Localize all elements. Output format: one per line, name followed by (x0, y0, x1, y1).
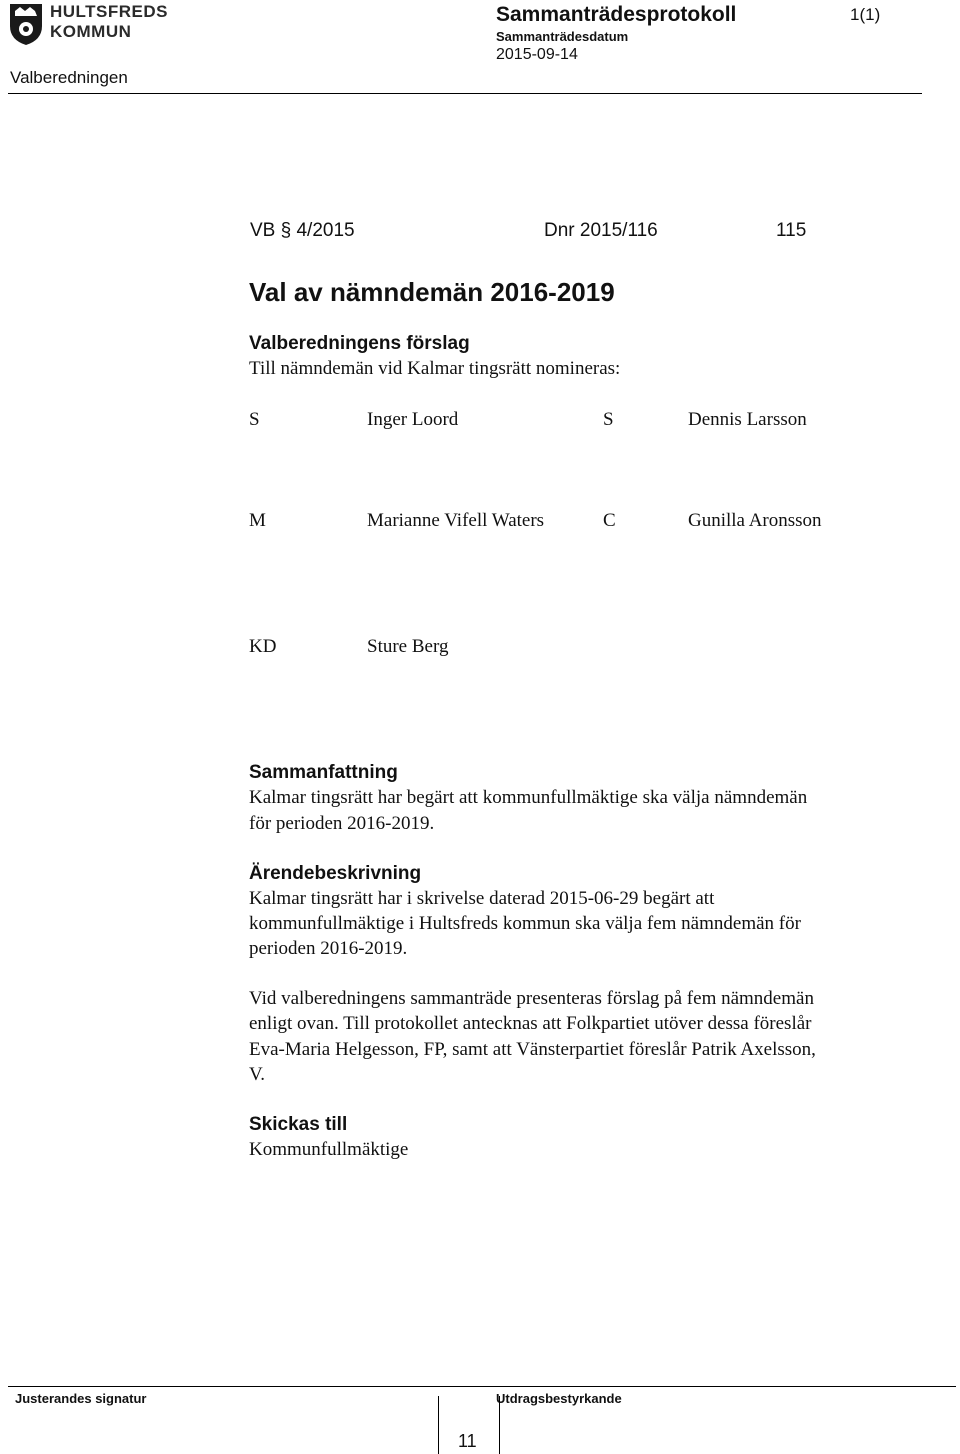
nominee-name: Gunilla Aronsson (688, 510, 822, 531)
nominee-party: C (603, 510, 616, 531)
page-count: 1(1) (850, 5, 881, 24)
nominee-name: Inger Loord (367, 409, 459, 430)
signature-label: Justerandes signatur (15, 1391, 147, 1406)
date-label: Sammanträdesdatum (496, 29, 629, 44)
item-number: 115 (776, 220, 807, 241)
nominee-name: Marianne Vifell Waters (367, 510, 545, 531)
case-number: Dnr 2015/116 (544, 220, 658, 241)
nominee-party: M (249, 510, 266, 531)
nominee-name: Sture Berg (367, 636, 449, 657)
footer-divider (8, 1386, 956, 1387)
nominee-party: KD (249, 636, 277, 657)
meeting-date: 2015-09-14 (496, 46, 578, 63)
header-divider (8, 93, 922, 94)
nominee-party: S (249, 409, 260, 430)
paragraph-number: VB § 4/2015 (250, 220, 355, 241)
summary-line: för perioden 2016-2019. (249, 813, 435, 834)
logo-text-line2: KOMMUN (50, 22, 132, 41)
summary-line: Kalmar tingsrätt har begärt att kommunfullmäktige ska välja nämndemän (249, 787, 808, 808)
description-line: perioden 2016-2019. (249, 938, 408, 959)
document-type: Sammanträdesprotokoll (496, 3, 737, 26)
page-number: 11 (458, 1431, 477, 1451)
organ-name: Valberedningen (10, 68, 128, 87)
extract-label: Utdragsbestyrkande (496, 1391, 622, 1406)
description-line: enligt ovan. Till protokollet antecknas att Folkpartiet utöver dessa föreslår (249, 1013, 812, 1034)
summary-heading: Sammanfattning (249, 762, 398, 783)
description-line: Vid valberedningens sammanträde presenteras förslag på fem nämndemän (249, 988, 814, 1009)
municipality-logo (8, 2, 188, 48)
logo-text-line1: HULTSFREDS (50, 2, 169, 21)
proposal-intro: Till nämndemän vid Kalmar tingsrätt nomineras: (249, 358, 621, 379)
coat-of-arms-icon (8, 2, 44, 46)
send-to-heading: Skickas till (249, 1114, 348, 1135)
nominee-name: Dennis Larsson (688, 409, 807, 430)
description-line: Eva-Maria Helgesson, FP, samt att Vänsterpartiet föreslår Patrik Axelsson, (249, 1039, 816, 1060)
description-line: Kalmar tingsrätt har i skrivelse daterad 2015-06-29 begärt att (249, 888, 715, 909)
send-to-recipient: Kommunfullmäktige (249, 1139, 409, 1160)
description-line: kommunfullmäktige i Hultsfreds kommun ska välja fem nämndemän för (249, 913, 801, 934)
description-line: V. (249, 1064, 266, 1085)
nominee-party: S (603, 409, 614, 430)
description-heading: Ärendebeskrivning (249, 863, 422, 884)
page-title: Val av nämndemän 2016-2019 (249, 277, 615, 307)
proposal-heading: Valberedningens förslag (249, 333, 470, 354)
